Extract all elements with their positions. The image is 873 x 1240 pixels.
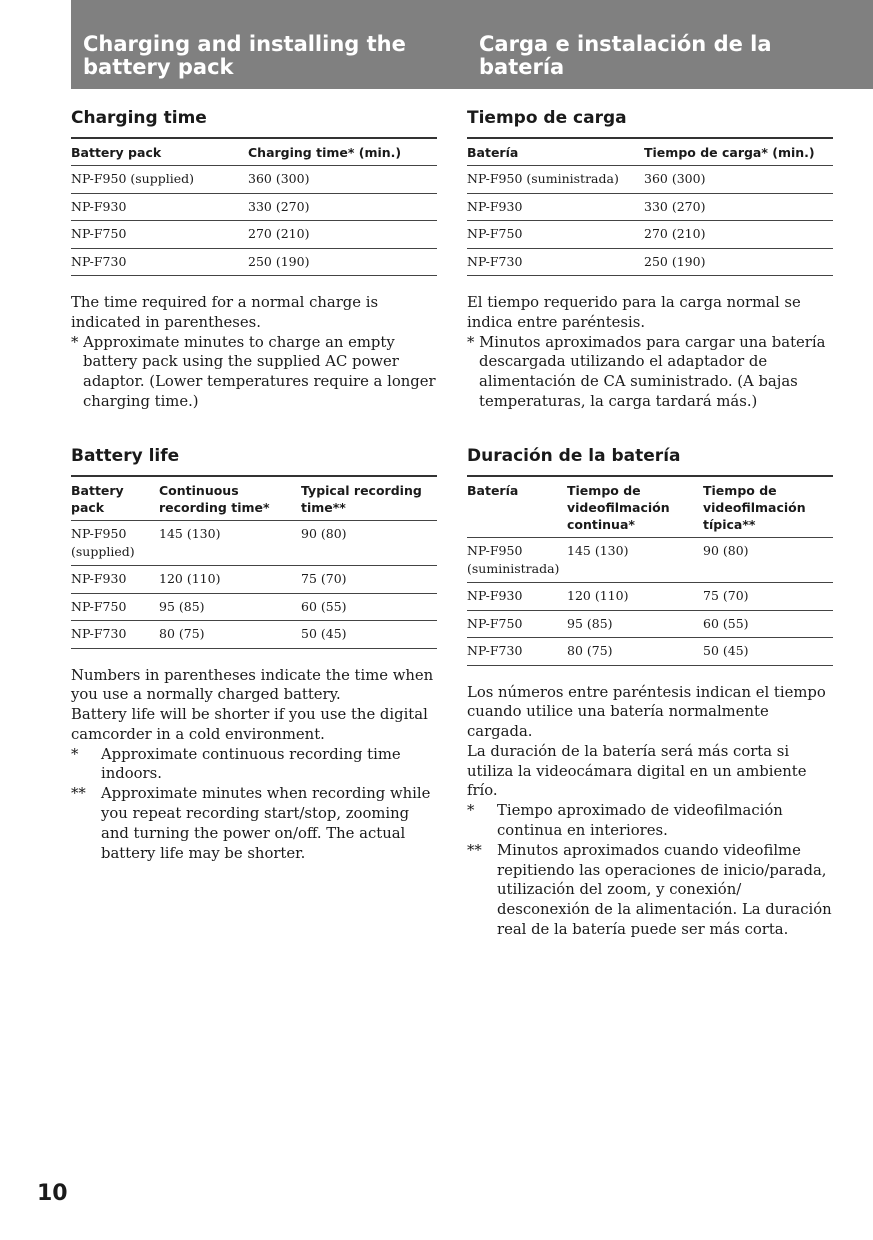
table-cell: 145 (130) [567, 543, 629, 558]
table-cell: NP-F750 [467, 226, 523, 241]
table-cell: 120 (110) [159, 571, 221, 586]
table-row [467, 221, 833, 249]
table-cell: 50 (45) [301, 626, 347, 641]
table-cell: 270 (210) [644, 226, 706, 241]
table-cell: 80 (75) [567, 643, 613, 658]
table-cell: NP-F730 [467, 253, 523, 269]
footnote [467, 841, 833, 940]
table-header-cell: Charging time* (min.) [248, 145, 402, 160]
battery-life-note: Battery life will be shorter if you use the digital camcorder in a cold environment. [71, 706, 428, 743]
page-title-es: Carga e instalación de la batería [479, 32, 772, 79]
table-cell: 90 (80) [703, 543, 749, 558]
footnote-mark: ** [467, 841, 482, 859]
section-title: Charging time [71, 108, 207, 128]
table-cell: NP-F950 (supplied) [71, 526, 135, 559]
footnote-text: Minutos aproximados cuando videofilme repitiendo las operaciones de inicio/parada, utilización del zoom, y conexión/ desconexión de la alimentación. La duración real de la batería puede ser más corta. [497, 841, 832, 939]
table-row [71, 221, 437, 249]
footnote [71, 784, 437, 863]
table-cell: 360 (300) [248, 171, 310, 186]
table-cell: NP-F950 (suministrada) [467, 171, 619, 186]
footnote [71, 745, 437, 785]
battery-life-section-en [71, 446, 437, 863]
table-header-cell: Tiempo de carga* (min.) [644, 145, 815, 160]
page-number: 10 [37, 1181, 68, 1206]
table-row [467, 610, 833, 638]
table-cell: 330 (270) [248, 198, 310, 214]
battery-life-section-es [467, 446, 833, 940]
table-cell: 145 (130) [159, 526, 221, 541]
table-header-cell: Continuous recording time* [159, 483, 270, 515]
charging-footnote: * Minutos aproximados para cargar una batería descargada utilizando el adaptador de alimentación de CA suministrado. (A bajas temperaturas, la carga tardará más.) [467, 333, 826, 410]
battery-life-note: Numbers in parentheses indicate the time when you use a normally charged battery. [71, 666, 434, 704]
table-row [467, 193, 833, 221]
table-cell: 250 (190) [248, 253, 310, 269]
table-row [71, 621, 437, 649]
table-header-row [71, 476, 437, 521]
battery-life-table [71, 475, 437, 649]
table-cell: 360 (300) [644, 171, 706, 186]
table-cell: 250 (190) [644, 253, 706, 269]
table-cell: NP-F950 (suministrada) [467, 543, 560, 576]
table-cell: NP-F750 [71, 226, 127, 241]
table-row [71, 593, 437, 621]
charging-section-en [71, 108, 437, 412]
table-header-cell: Typical recording time** [301, 483, 422, 515]
table-header-cell: Batería [467, 145, 519, 160]
table-cell: 270 (210) [248, 226, 310, 241]
table-header-cell: Tiempo de videofilmación típica** [703, 483, 806, 532]
page-title-en: Charging and installing the battery pack [83, 32, 406, 79]
table-cell: 75 (70) [703, 588, 749, 603]
footnote [467, 801, 833, 841]
table-cell: NP-F930 [467, 588, 523, 603]
table-cell: NP-F730 [71, 253, 127, 269]
table-header-row [71, 138, 437, 166]
battery-life-note: La duración de la batería será más corta si utiliza la videocámara digital en un ambiente frío. [467, 742, 807, 800]
charging-note: The time required for a normal charge is indicated in parentheses. [71, 294, 379, 331]
footnote-mark: ** [71, 785, 86, 803]
table-cell: 90 (80) [301, 526, 347, 541]
charging-section-es [467, 108, 833, 412]
table-row [71, 248, 437, 276]
footnote-text: Approximate minutes when recording while you repeat recording start/stop, zooming and turning the power on/off. The actual battery life may be shorter. [101, 785, 431, 862]
table-header-row [467, 138, 833, 166]
table-cell: NP-F750 [71, 598, 127, 614]
battery-life-table [467, 475, 833, 666]
table-row [467, 248, 833, 276]
table-row [71, 193, 437, 221]
table-header-cell: Battery pack [71, 483, 124, 515]
table-row [71, 566, 437, 594]
section-title: Duración de la batería [467, 446, 681, 466]
table-row [71, 166, 437, 194]
footnote-text: Tiempo aproximado de videofilmación continua en interiores. [497, 802, 783, 840]
table-row [467, 583, 833, 611]
charging-note: El tiempo requerido para la carga normal se indica entre paréntesis. [467, 294, 801, 331]
footnote-mark: * [71, 745, 79, 763]
table-cell: 95 (85) [159, 598, 205, 614]
table-header-row [467, 476, 833, 538]
table-cell: 95 (85) [567, 615, 613, 631]
charging-table [71, 137, 437, 276]
table-row [467, 638, 833, 666]
charging-footnote: * Approximate minutes to charge an empty battery pack using the supplied AC power adaptor. (Lower temperatures require a longer charging time.) [71, 333, 436, 410]
table-row [467, 538, 833, 583]
table-row [467, 166, 833, 194]
table-cell: 120 (110) [567, 588, 629, 603]
table-cell: NP-F950 (supplied) [71, 171, 195, 186]
table-cell: NP-F930 [467, 198, 523, 214]
table-cell: 80 (75) [159, 626, 205, 641]
footnote-mark: * [467, 802, 475, 820]
table-header-cell: Batería [467, 483, 519, 498]
table-row [71, 521, 437, 566]
battery-life-note: Los números entre paréntesis indican el tiempo cuando utilice una batería normalmente cargada. [467, 683, 826, 741]
table-cell: 60 (55) [703, 615, 749, 631]
table-cell: 75 (70) [301, 571, 347, 586]
table-header-cell: Battery pack [71, 145, 162, 160]
table-cell: NP-F930 [71, 198, 127, 214]
table-cell: 50 (45) [703, 643, 749, 658]
table-header-cell: Tiempo de videofilmación continua* [567, 483, 670, 532]
footnote-text: Approximate continuous recording time indoors. [101, 745, 401, 783]
table-cell: 330 (270) [644, 198, 706, 214]
table-cell: NP-F730 [71, 626, 127, 641]
section-title: Battery life [71, 446, 180, 466]
table-cell: 60 (55) [301, 598, 347, 614]
table-cell: NP-F730 [467, 643, 523, 658]
table-cell: NP-F930 [71, 571, 127, 586]
table-cell: NP-F750 [467, 615, 523, 631]
section-title: Tiempo de carga [467, 108, 627, 128]
charging-table [467, 137, 833, 276]
